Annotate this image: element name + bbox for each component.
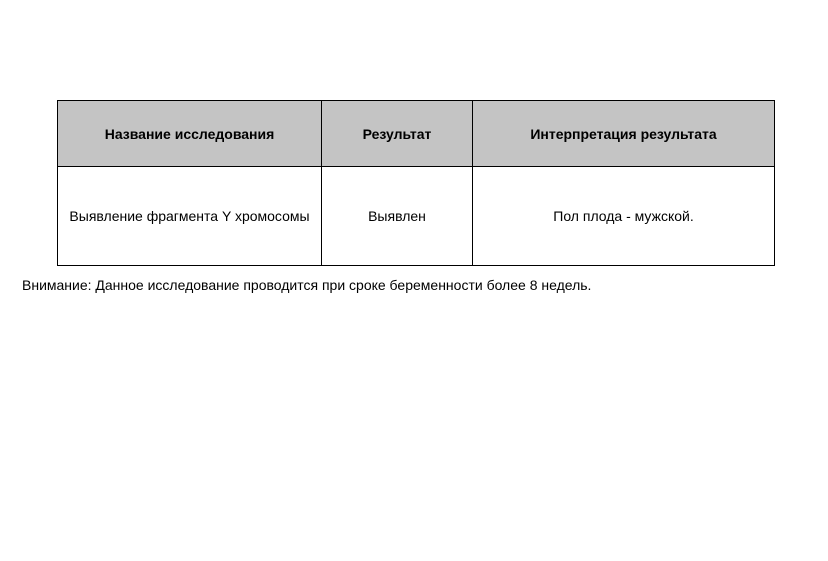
table-body bbox=[58, 167, 775, 266]
table-header bbox=[58, 101, 775, 167]
table-row bbox=[58, 167, 775, 266]
cell-result: Выявлен bbox=[322, 167, 473, 266]
header-row bbox=[58, 101, 775, 167]
results-table bbox=[57, 100, 775, 266]
header-interpretation: Интерпретация результата bbox=[473, 101, 775, 167]
warning-note: Внимание: Данное исследование проводится при сроке беременности более 8 недель. bbox=[22, 277, 592, 293]
cell-interpretation: Пол плода - мужской. bbox=[473, 167, 775, 266]
header-result: Результат bbox=[322, 101, 473, 167]
header-test-name: Название исследования bbox=[58, 101, 322, 167]
cell-test-name: Выявление фрагмента Y хромосомы bbox=[58, 167, 322, 266]
